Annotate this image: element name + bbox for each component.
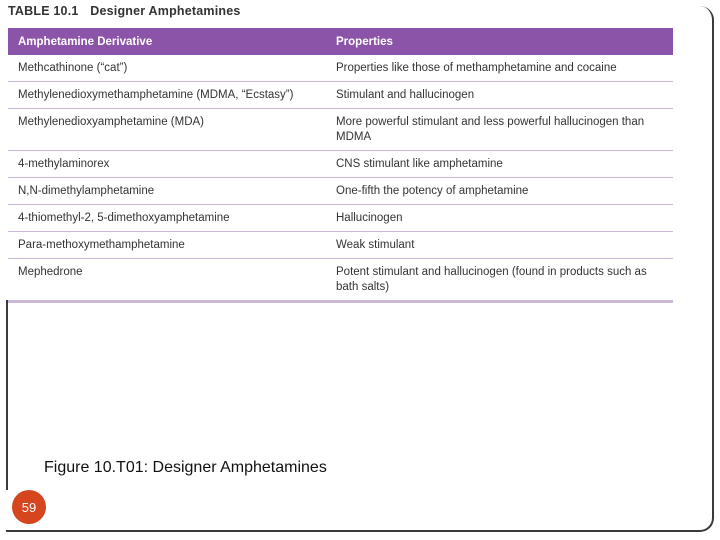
slide-frame-left-edge <box>6 300 8 490</box>
table-caption-title: Designer Amphetamines <box>90 4 241 18</box>
cell-properties: Potent stimulant and hallucinogen (found in products such as bath salts) <box>326 259 673 302</box>
figure-caption <box>44 459 327 477</box>
cell-properties: CNS stimulant like amphetamine <box>326 151 673 178</box>
header-properties: Properties <box>326 28 673 55</box>
cell-properties: Properties like those of methamphetamine and cocaine <box>326 55 673 82</box>
page-number: 59 <box>21 499 37 515</box>
cell-properties: Stimulant and hallucinogen <box>326 82 673 109</box>
cell-derivative: Mephedrone <box>8 259 326 302</box>
table-row <box>8 109 673 151</box>
cell-properties: More powerful stimulant and less powerful hallucinogen than MDMA <box>326 109 673 151</box>
page-number-badge <box>12 490 46 524</box>
table-row <box>8 205 673 232</box>
table-caption-number: TABLE 10.1 <box>8 4 79 18</box>
cell-derivative: Methylenedioxyamphetamine (MDA) <box>8 109 326 151</box>
table-row <box>8 232 673 259</box>
figure-label: Figure 10.T01: <box>44 459 149 476</box>
header-derivative: Amphetamine Derivative <box>8 28 326 55</box>
cell-properties: Weak stimulant <box>326 232 673 259</box>
cell-properties: One-fifth the potency of amphetamine <box>326 178 673 205</box>
cell-derivative: Para-methoxymethamphetamine <box>8 232 326 259</box>
cell-derivative: 4-methylaminorex <box>8 151 326 178</box>
table-row <box>8 259 673 302</box>
figure-title: Designer Amphetamines <box>152 459 327 476</box>
cell-derivative: Methylenedioxymethamphetamine (MDMA, “Ecstasy”) <box>8 82 326 109</box>
table-header-row <box>8 28 673 55</box>
table-caption <box>8 4 241 18</box>
designer-amphetamines-table <box>8 28 673 303</box>
cell-properties: Hallucinogen <box>326 205 673 232</box>
table-row <box>8 178 673 205</box>
table-row <box>8 55 673 82</box>
table-row <box>8 151 673 178</box>
cell-derivative: N,N-dimethylamphetamine <box>8 178 326 205</box>
cell-derivative: Methcathinone (“cat”) <box>8 55 326 82</box>
table-row <box>8 82 673 109</box>
cell-derivative: 4-thiomethyl-2, 5-dimethoxyamphetamine <box>8 205 326 232</box>
